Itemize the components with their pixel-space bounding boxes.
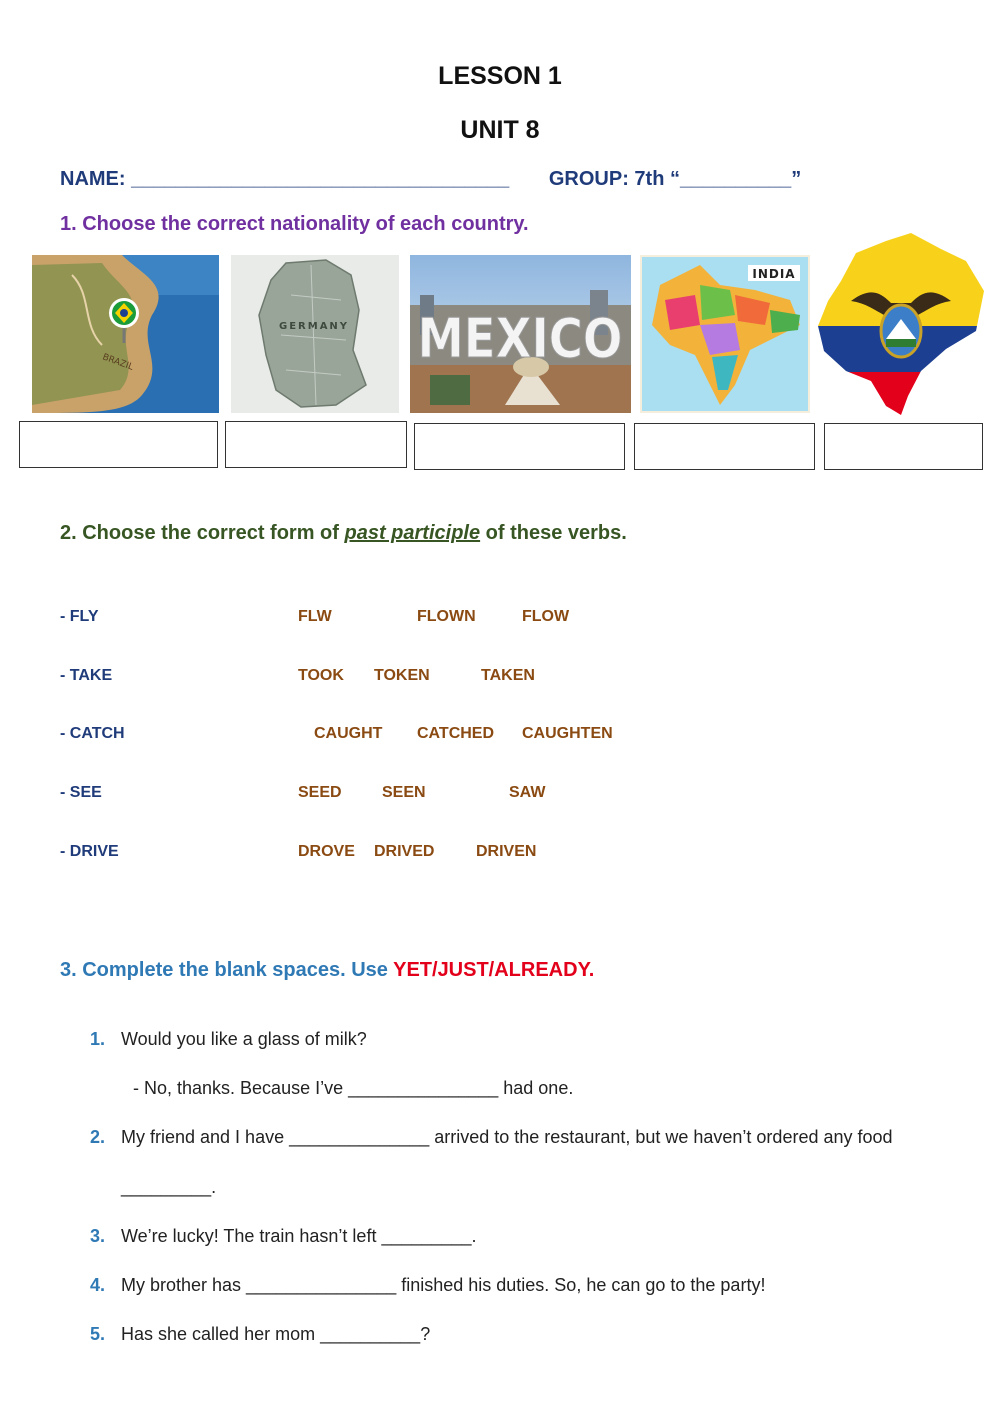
mexico-city-image <box>410 255 631 413</box>
item-3-text[interactable]: We’re lucky! The train hasn’t left _________. <box>121 1226 477 1246</box>
brazil-label: BRAZIL <box>100 352 135 373</box>
item-5-number: 5. <box>90 1324 106 1344</box>
india-label: INDIA <box>752 267 796 281</box>
item-4-number: 4. <box>90 1275 106 1295</box>
item-2-text[interactable]: My friend and I have ______________ arrived to the restaurant, but we haven’t ordered any food <box>121 1127 893 1147</box>
group-field[interactable]: GROUP: 7th “__________” <box>548 168 802 190</box>
option-fly-3[interactable]: FLOW <box>522 608 570 625</box>
item-2-continuation[interactable]: _________. <box>121 1177 217 1197</box>
option-catch-1[interactable]: CAUGHT <box>314 725 383 742</box>
section-1-title: 1. Choose the correct nationality of each country. <box>60 213 529 235</box>
answer-box-2[interactable] <box>225 421 407 468</box>
answer-input-2[interactable] <box>226 422 406 467</box>
item-5-text[interactable]: Has she called her mom __________? <box>121 1324 431 1344</box>
option-catch-3[interactable]: CAUGHTEN <box>522 725 613 742</box>
unit-title: UNIT 8 <box>460 116 540 144</box>
germany-label: GERMANY <box>279 321 350 332</box>
option-take-3[interactable]: TAKEN <box>481 667 535 684</box>
india-map-image <box>640 255 810 413</box>
option-take-1[interactable]: TOOK <box>298 667 344 684</box>
section-3-title-pre: 3. Complete the blank spaces. Use <box>60 959 394 981</box>
section-2-title-emphasis: past participle <box>344 522 481 544</box>
option-catch-2[interactable]: CATCHED <box>417 725 495 742</box>
section-2-title <box>60 522 627 545</box>
option-take-2[interactable]: TOKEN <box>374 667 430 684</box>
item-3-number: 3. <box>90 1226 106 1246</box>
option-see-2[interactable]: SEEN <box>382 784 426 801</box>
answer-input-5[interactable] <box>825 424 982 469</box>
option-fly-1[interactable]: FLW <box>298 608 332 625</box>
option-fly-2[interactable]: FLOWN <box>417 608 476 625</box>
item-1-text: Would you like a glass of milk? <box>121 1029 367 1049</box>
mexico-label: MEXICO <box>417 307 623 370</box>
section-3-title-keywords: YET/JUST/ALREADY. <box>393 959 595 981</box>
answer-box-4[interactable] <box>634 423 815 470</box>
answer-input-1[interactable] <box>20 422 217 467</box>
item-4-text[interactable]: My brother has _______________ finished his duties. So, he can go to the party! <box>121 1275 766 1295</box>
name-group-row <box>60 168 801 191</box>
germany-map-image <box>231 255 399 413</box>
item-1-answer-line[interactable]: - No, thanks. Because I’ve _______________ had one. <box>133 1078 574 1098</box>
verb-fly: - FLY <box>60 608 99 625</box>
verb-drive: - DRIVE <box>60 843 119 860</box>
option-drive-2[interactable]: DRIVED <box>374 843 435 860</box>
verb-see: - SEE <box>60 784 102 801</box>
answer-box-5[interactable] <box>824 423 983 470</box>
section-2-title-post: of these verbs. <box>480 522 627 544</box>
verb-take: - TAKE <box>60 667 113 684</box>
section-2-title-pre: 2. Choose the correct form of <box>60 522 345 544</box>
answer-input-3[interactable] <box>415 424 624 469</box>
ecuador-flag-map-image <box>816 231 986 417</box>
answer-box-1[interactable] <box>19 421 218 468</box>
lesson-title: LESSON 1 <box>438 62 562 90</box>
brazil-map-image <box>32 255 219 413</box>
answer-input-4[interactable] <box>635 424 814 469</box>
name-field[interactable]: NAME: __________________________________ <box>60 168 510 190</box>
option-see-3[interactable]: SAW <box>509 784 546 801</box>
item-1-number: 1. <box>90 1029 106 1049</box>
section-3-title <box>60 959 594 982</box>
option-see-1[interactable]: SEED <box>298 784 342 801</box>
item-2-number: 2. <box>90 1127 106 1147</box>
verb-catch: - CATCH <box>60 725 125 742</box>
option-drive-1[interactable]: DROVE <box>298 843 355 860</box>
option-drive-3[interactable]: DRIVEN <box>476 843 537 860</box>
answer-box-3[interactable] <box>414 423 625 470</box>
